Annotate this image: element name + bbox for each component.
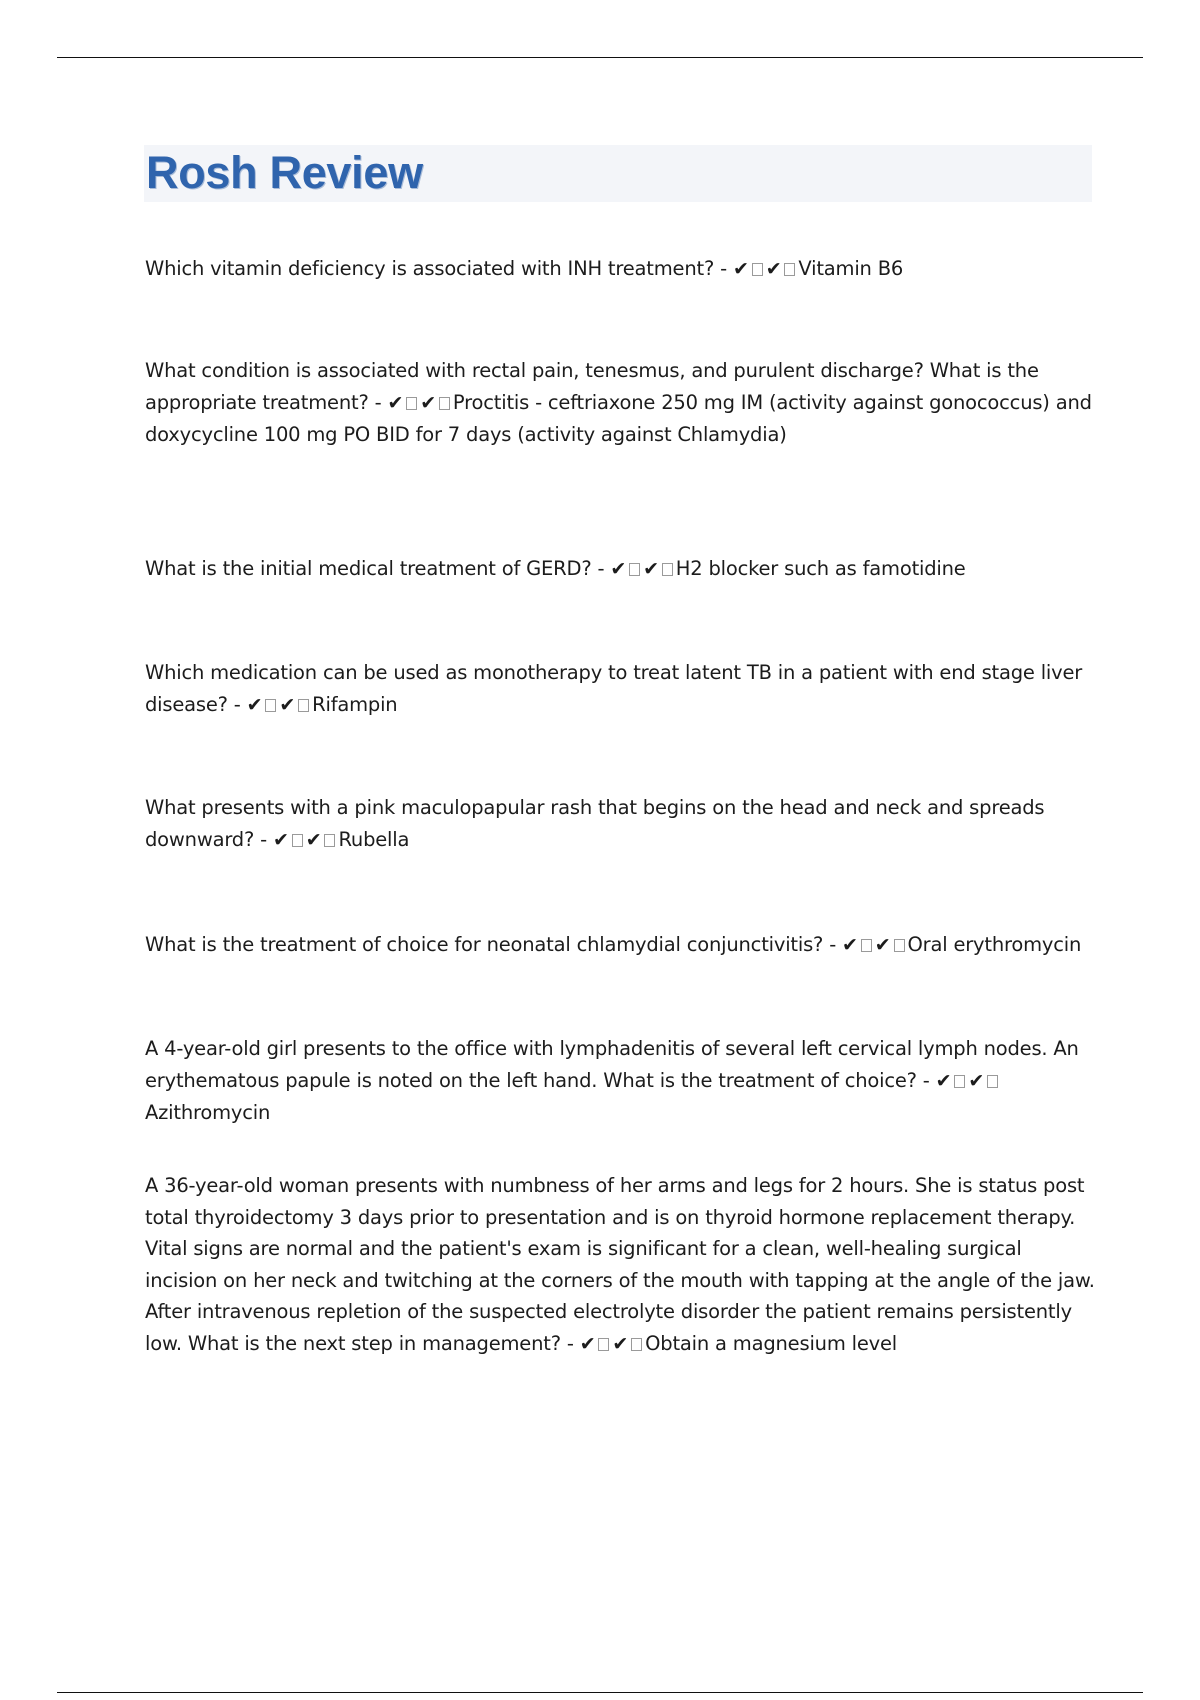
separator: -	[714, 257, 733, 280]
check-mark-icon: ✔	[968, 1069, 985, 1092]
placeholder-box-icon	[439, 397, 450, 410]
answer-text: Proctitis - ceftriaxone 250 mg IM (activity against gonococcus) and doxycycline 100 mg PO BID for 7 days (activity against Chlamydia)	[145, 390, 1092, 446]
answer-text: Obtain a magnesium level	[645, 1331, 897, 1355]
placeholder-box-icon	[861, 939, 872, 952]
qa-item-5	[145, 792, 1095, 856]
check-mark-icon: ✔	[842, 934, 858, 956]
placeholder-box-icon	[631, 1338, 642, 1351]
question-text: What is the treatment of choice for neonatal chlamydial conjunctivitis?	[145, 933, 824, 956]
question-text: What condition is associated with rectal pain, tenesmus, and purulent discharge? What is the appropriate treatment?	[145, 359, 1039, 414]
page-title: Rosh Review	[146, 147, 423, 198]
check-mark-icon: ✔	[420, 391, 436, 414]
qa-item-3	[145, 553, 1095, 586]
question-text: What is the initial medical treatment of GERD?	[145, 557, 592, 580]
placeholder-box-icon	[292, 834, 303, 847]
check-mark-icon: ✔	[305, 828, 322, 851]
check-mark-icon: ✔	[279, 693, 296, 716]
placeholder-box-icon	[406, 397, 417, 410]
placeholder-box-icon	[662, 563, 673, 576]
placeholder-box-icon	[954, 1075, 965, 1088]
check-mark-icon: ✔	[935, 1069, 952, 1092]
placeholder-box-icon	[298, 699, 309, 712]
separator: -	[254, 827, 273, 851]
qa-item-8	[145, 1170, 1095, 1360]
answer-text: Rifampin	[312, 692, 398, 716]
placeholder-box-icon	[598, 1338, 609, 1351]
placeholder-box-icon	[894, 939, 905, 952]
qa-item-2	[145, 355, 1095, 451]
qa-item-6	[145, 929, 1095, 962]
title-banner	[144, 145, 1092, 202]
header-rule	[57, 57, 1143, 58]
answer-text: Vitamin B6	[798, 257, 904, 280]
check-mark-icon: ✔	[610, 558, 627, 580]
placeholder-box-icon	[265, 699, 276, 712]
check-mark-icon: ✔	[732, 258, 749, 280]
qa-item-1	[145, 253, 1095, 286]
question-text: What presents with a pink maculopapular rash that begins on the head and neck and spreads downward?	[145, 796, 1045, 851]
placeholder-box-icon	[987, 1075, 998, 1088]
separator: -	[591, 557, 611, 580]
question-text: Which vitamin deficiency is associated with INH treatment?	[145, 257, 715, 280]
placeholder-box-icon	[629, 563, 640, 576]
placeholder-box-icon	[752, 263, 763, 276]
separator: -	[823, 933, 843, 956]
check-mark-icon: ✔	[643, 558, 659, 580]
answer-text: Oral erythromycin	[907, 933, 1082, 956]
separator: -	[560, 1331, 580, 1355]
footer-rule	[57, 1692, 1143, 1693]
question-text: A 4-year-old girl presents to the office with lymphadenitis of several left cervical lymph nodes. An erythematous papule is noted on the left hand. What is the treatment of choice?	[145, 1037, 1079, 1092]
check-mark-icon: ✔	[387, 391, 404, 414]
check-mark-icon: ✔	[874, 934, 891, 956]
check-mark-icon: ✔	[765, 258, 782, 280]
qa-item-7	[145, 1033, 1095, 1129]
check-mark-icon: ✔	[272, 828, 289, 851]
check-mark-icon: ✔	[246, 693, 263, 716]
placeholder-box-icon	[784, 263, 795, 276]
question-text: A 36-year-old woman presents with numbness of her arms and legs for 2 hours. She is status post total thyroidectomy 3 days prior to presentation and is on thyroid hormone replacement therapy. Vital signs are normal and the patient's exam is significant for a clean, well-healing surgical incision on her neck and twitching at the corners of the mouth with tapping at the angle of the jaw. After intravenous repletion of the suspected electrolyte disorder the patient remains persistently low. What is the next step in management?	[145, 1174, 1095, 1355]
check-mark-icon: ✔	[579, 1332, 596, 1355]
qa-item-4	[145, 657, 1095, 721]
separator: -	[227, 692, 247, 716]
answer-text: H2 blocker such as famotidine	[675, 557, 966, 580]
check-mark-icon: ✔	[612, 1332, 629, 1355]
separator: -	[368, 390, 388, 414]
separator: -	[916, 1068, 936, 1092]
question-text: Which medication can be used as monotherapy to treat latent TB in a patient with end stage liver disease?	[145, 661, 1083, 716]
placeholder-box-icon	[324, 834, 335, 847]
answer-text: Azithromycin	[145, 1101, 271, 1124]
answer-text: Rubella	[338, 827, 410, 851]
